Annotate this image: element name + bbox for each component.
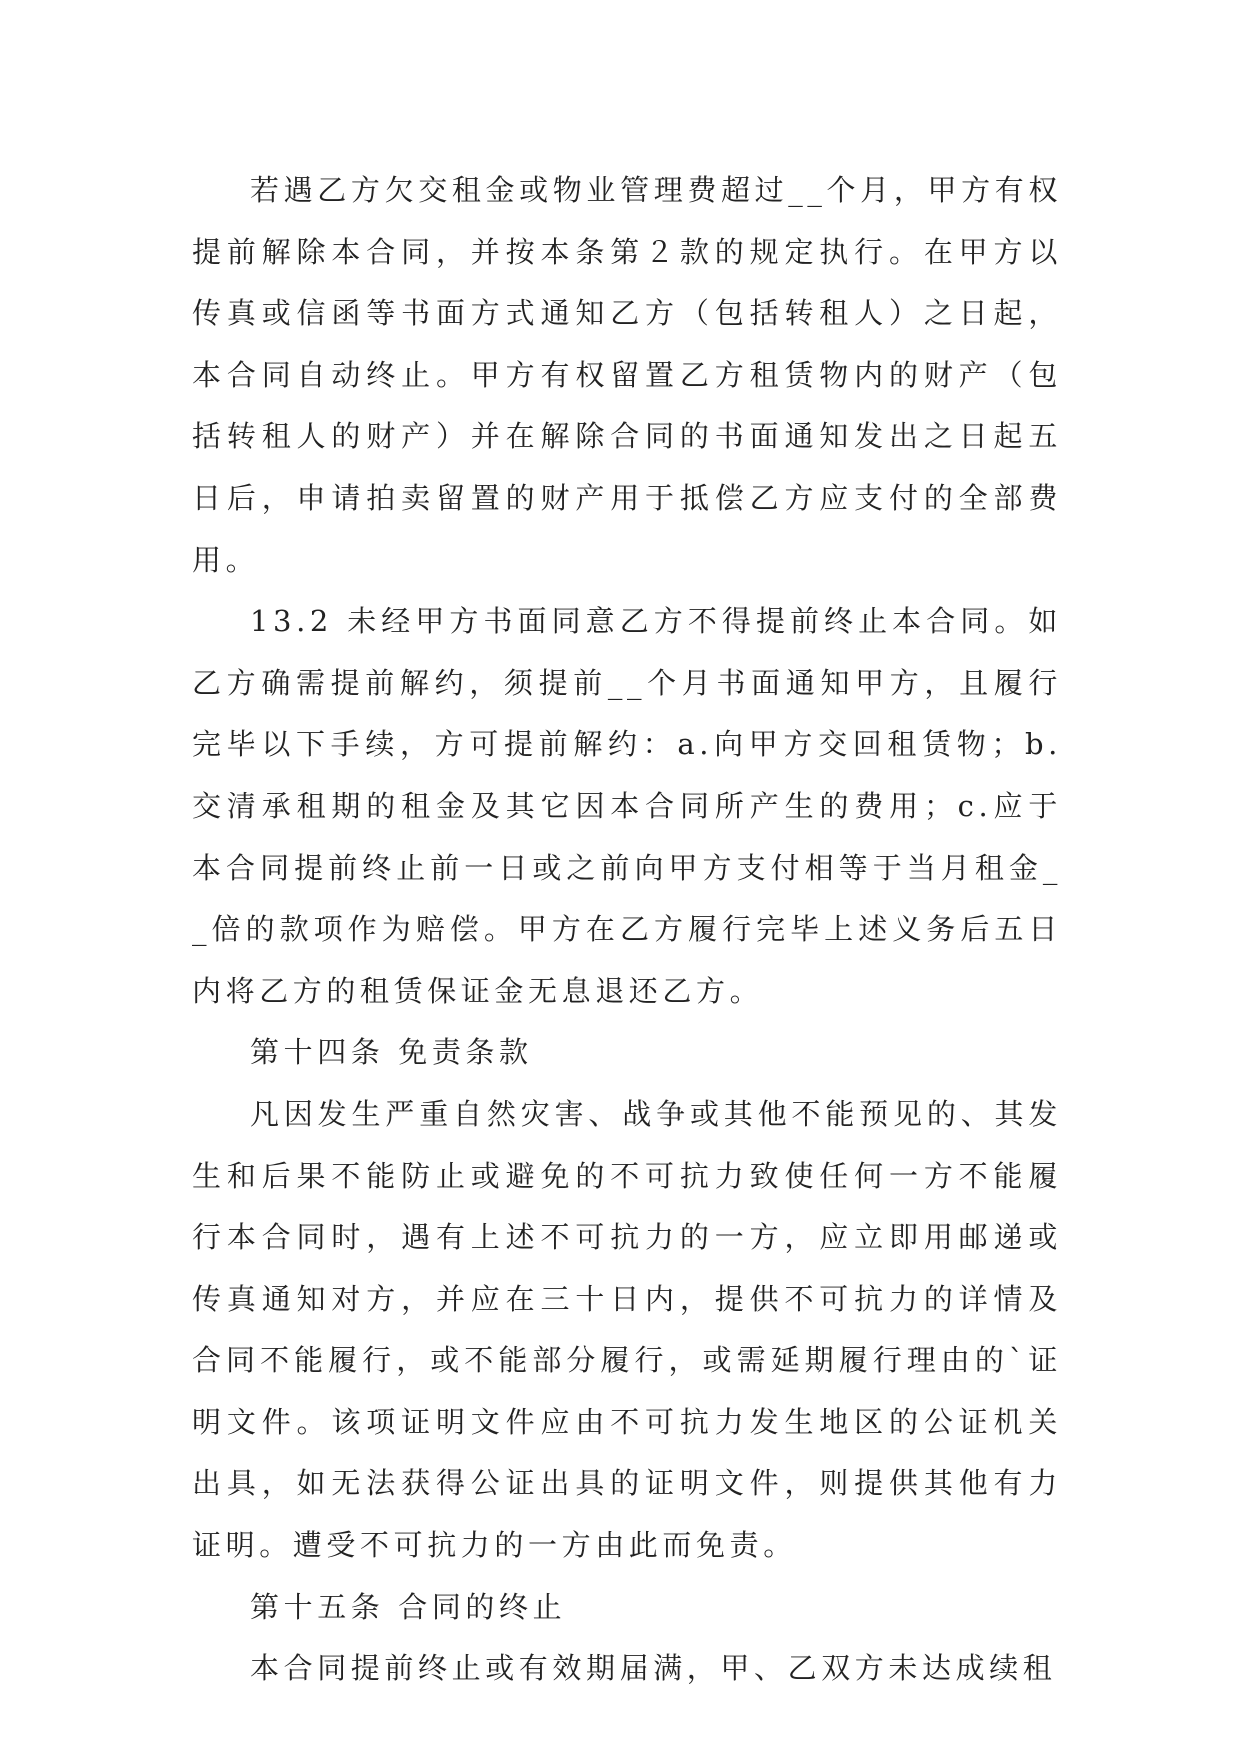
paragraph-clause-13-2: 13.2 未经甲方书面同意乙方不得提前终止本合同。如乙方确需提前解约，须提前__个月书面通知甲方，且履行完毕以下手续，方可提前解约：a.向甲方交回租赁物；b.交清承租期的租金及其它因本合同所产生的费用；c.应于本合同提前终止前一日或之前向甲方支付相等于当月租金__倍的款项作为赔偿。甲方在乙方履行完毕上述义务后五日内将乙方的租赁保证金无息退还乙方。 (192, 604, 1062, 1008)
paragraph-early-termination-arrears: 若遇乙方欠交租金或物业管理费超过__个月，甲方有权提前解除本合同，并按本条第２款的规定执行。在甲方以传真或信函等书面方式通知乙方（包括转租人）之日起，本合同自动终止。甲方有权留置乙方租赁物内的财产（包括转租人的财产）并在解除合同的书面通知发出之日起五日后，申请拍卖留置的财产用于抵偿乙方应支付的全部费用。 (192, 173, 1062, 577)
paragraph-contract-termination: 本合同提前终止或有效期届满，甲、乙双方未达成续租 (250, 1651, 1057, 1686)
contract-body (192, 160, 1062, 1700)
paragraph-force-majeure: 凡因发生严重自然灾害、战争或其他不能预见的、其发生和后果不能防止或避免的不可抗力致使任何一方不能履行本合同时，遇有上述不可抗力的一方，应立即用邮递或传真通知对方，并应在三十日内，提供不可抗力的详情及合同不能履行，或不能部分履行，或需延期履行理由的`证明文件。该项证明文件应由不可抗力发生地区的公证机关出具，如无法获得公证出具的证明文件，则提供其他有力证明。遭受不可抗力的一方由此而免责。 (192, 1096, 1062, 1563)
heading-article-15: 第十五条 合同的终止 (250, 1589, 567, 1624)
heading-article-14: 第十四条 免责条款 (250, 1035, 533, 1070)
